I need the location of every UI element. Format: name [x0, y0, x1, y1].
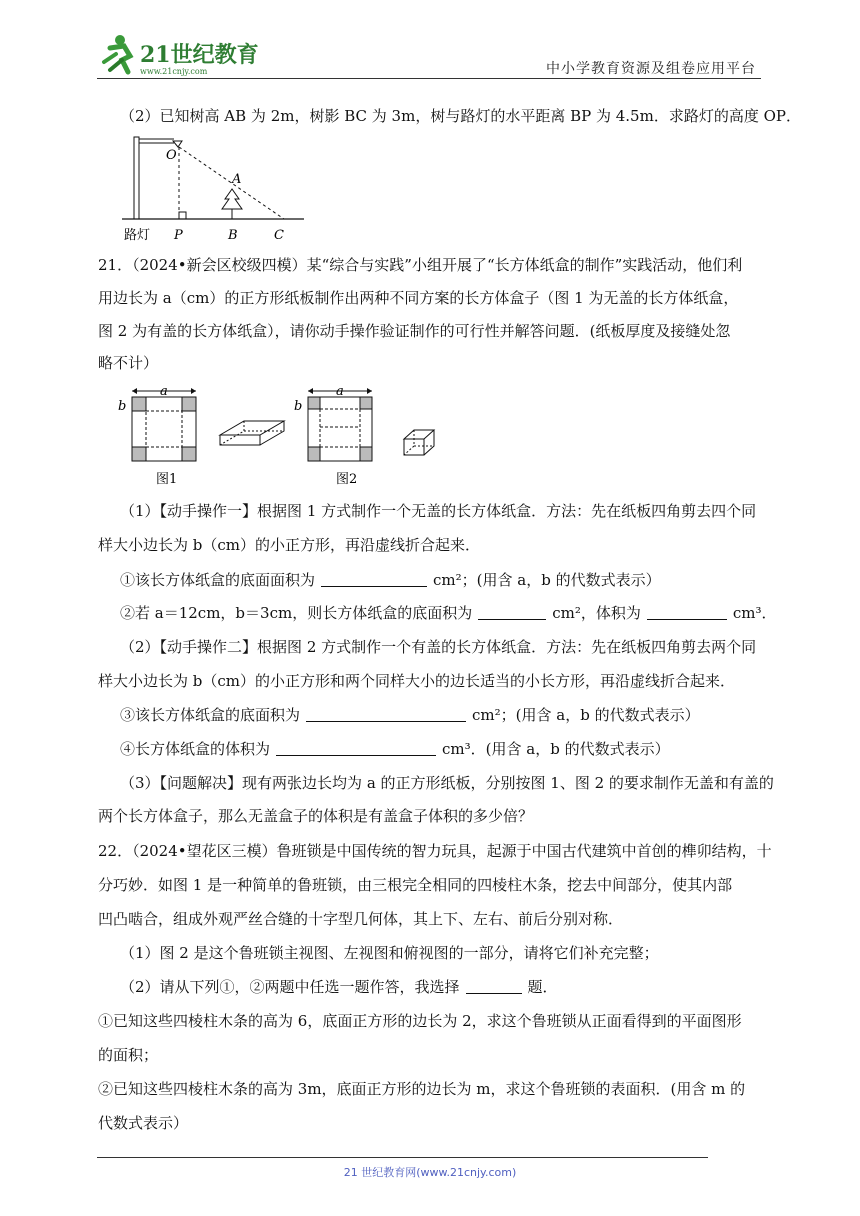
q21-part3-line1: （3）【问题解决】现有两张边长均为 a 的正方形纸板，分别按图 1、图 2 的要求制作无盖和有盖的 — [120, 774, 774, 792]
dim-b: b — [118, 399, 127, 414]
q21-sub3: ③该长方体纸盒的底面积为 cm²；(用含 a，b 的代数式表示） — [120, 706, 700, 724]
q21-part3-line2: 两个长方体盒子，那么无盖盒子的体积是有盖盒子体积的多少倍？ — [98, 807, 534, 825]
lamp-figure — [118, 133, 308, 245]
dim-a-2: a — [336, 384, 344, 399]
q21-sub1: ①该长方体纸盒的底面面积为 cm²；(用含 a，b 的代数式表示） — [120, 571, 661, 589]
label-A: A — [232, 172, 242, 187]
tree-icon — [222, 189, 242, 219]
dim-a: a — [160, 384, 168, 399]
logo-url: www.21cnjy.com — [140, 67, 208, 76]
q22-choice2-line2: 代数式表示） — [98, 1114, 189, 1132]
q21-part1-line2: 样大小边长为 b（cm）的小正方形，再沿虚线折合起来． — [98, 536, 480, 554]
platform-name: 中小学教育资源及组卷应用平台 — [546, 61, 756, 77]
label-B: B — [228, 228, 238, 243]
site-logo — [96, 32, 261, 78]
dim-b-2: b — [294, 399, 303, 414]
footer-divider — [97, 1157, 708, 1158]
q22-choice1-line2: 的面积； — [98, 1046, 159, 1064]
fig1-caption: 图1 — [156, 472, 178, 487]
q21-line3: 图 2 为有盖的长方体纸盒），请你动手操作验证制作的可行性并解答问题．(纸板厚度及接缝处忽 — [98, 322, 731, 340]
q22-choice2-line1: ②已知这些四棱柱木条的高为 3m，底面正方形的边长为 m，求这个鲁班锁的表面积．(用含 m 的 — [98, 1080, 746, 1098]
answer-blank-5[interactable] — [276, 741, 436, 756]
label-lamp: 路灯 — [124, 228, 151, 243]
q22-part1: （1）图 2 是这个鲁班锁主视图、左视图和俯视图的一部分，请将它们补充完整； — [120, 944, 659, 962]
q22-line3: 凹凸啮合，组成外观严丝合缝的十字型几何体，其上下、左右、前后分别对称． — [98, 910, 624, 928]
q21-line1: 21．（2024•新会区校级四模）某“综合与实践”小组开展了“长方体纸盒的制作”实践活动，他们利 — [98, 256, 743, 274]
runner-icon — [104, 35, 130, 72]
label-O: O — [166, 148, 177, 163]
q20-part2: （2）已知树高 AB 为 2m，树影 BC 为 3m，树与路灯的水平距离 BP 为 4.5m．求路灯的高度 OP． — [120, 107, 801, 125]
q21-part1-line1: （1）【动手操作一】根据图 1 方式制作一个无盖的长方体纸盒．方法：先在纸板四角剪去四个同 — [120, 502, 757, 520]
q22-choice1-line1: ①已知这些四棱柱木条的高为 6，底面正方形的边长为 2，求这个鲁班锁从正面看得到的平面图形 — [98, 1012, 742, 1030]
q22-part2: （2）请从下列①，②两题中任选一题作答，我选择 题． — [120, 978, 558, 996]
q21-part2-line2: 样大小边长为 b（cm）的小正方形和两个同样大小的边长适当的小长方形，再沿虚线折合起来． — [98, 672, 735, 690]
answer-blank-choice[interactable] — [466, 979, 522, 994]
answer-blank-3[interactable] — [647, 605, 727, 620]
answer-blank-1[interactable] — [321, 572, 427, 587]
q21-line2: 用边长为 a（cm）的正方形纸板制作出两种不同方案的长方体盒子（图 1 为无盖的长方体纸盒， — [98, 289, 739, 307]
q21-line4: 略不计） — [98, 354, 159, 372]
box-figure-1 — [116, 383, 306, 491]
logo-text: 21世纪教育 — [140, 42, 259, 68]
box-figure-2 — [284, 383, 464, 491]
answer-blank-4[interactable] — [306, 707, 466, 722]
q21-part2-line1: （2）【动手操作二】根据图 2 方式制作一个有盖的长方体纸盒．方法：先在纸板四角剪去两个同 — [120, 638, 757, 656]
q22-line1: 22．（2024•望花区三模）鲁班锁是中国传统的智力玩具，起源于中国古代建筑中首创的榫卯结构，十 — [98, 842, 772, 860]
footer-link[interactable]: 21 世纪教育网(www.21cnjy.com) — [343, 1166, 517, 1179]
q21-sub2: ②若 a＝12cm，b＝3cm，则长方体纸盒的底面积为 cm²，体积为 cm³． — [120, 604, 777, 622]
fig2-caption: 图2 — [336, 472, 358, 487]
label-C: C — [274, 228, 284, 243]
answer-blank-2[interactable] — [478, 605, 546, 620]
q21-sub4: ④长方体纸盒的体积为 cm³．(用含 a，b 的代数式表示） — [120, 740, 670, 758]
q22-line2: 分巧妙．如图 1 是一种简单的鲁班锁，由三根完全相同的四棱柱木条，挖去中间部分，使其内部 — [98, 876, 733, 894]
label-P: P — [174, 228, 183, 243]
header-divider — [97, 78, 761, 79]
